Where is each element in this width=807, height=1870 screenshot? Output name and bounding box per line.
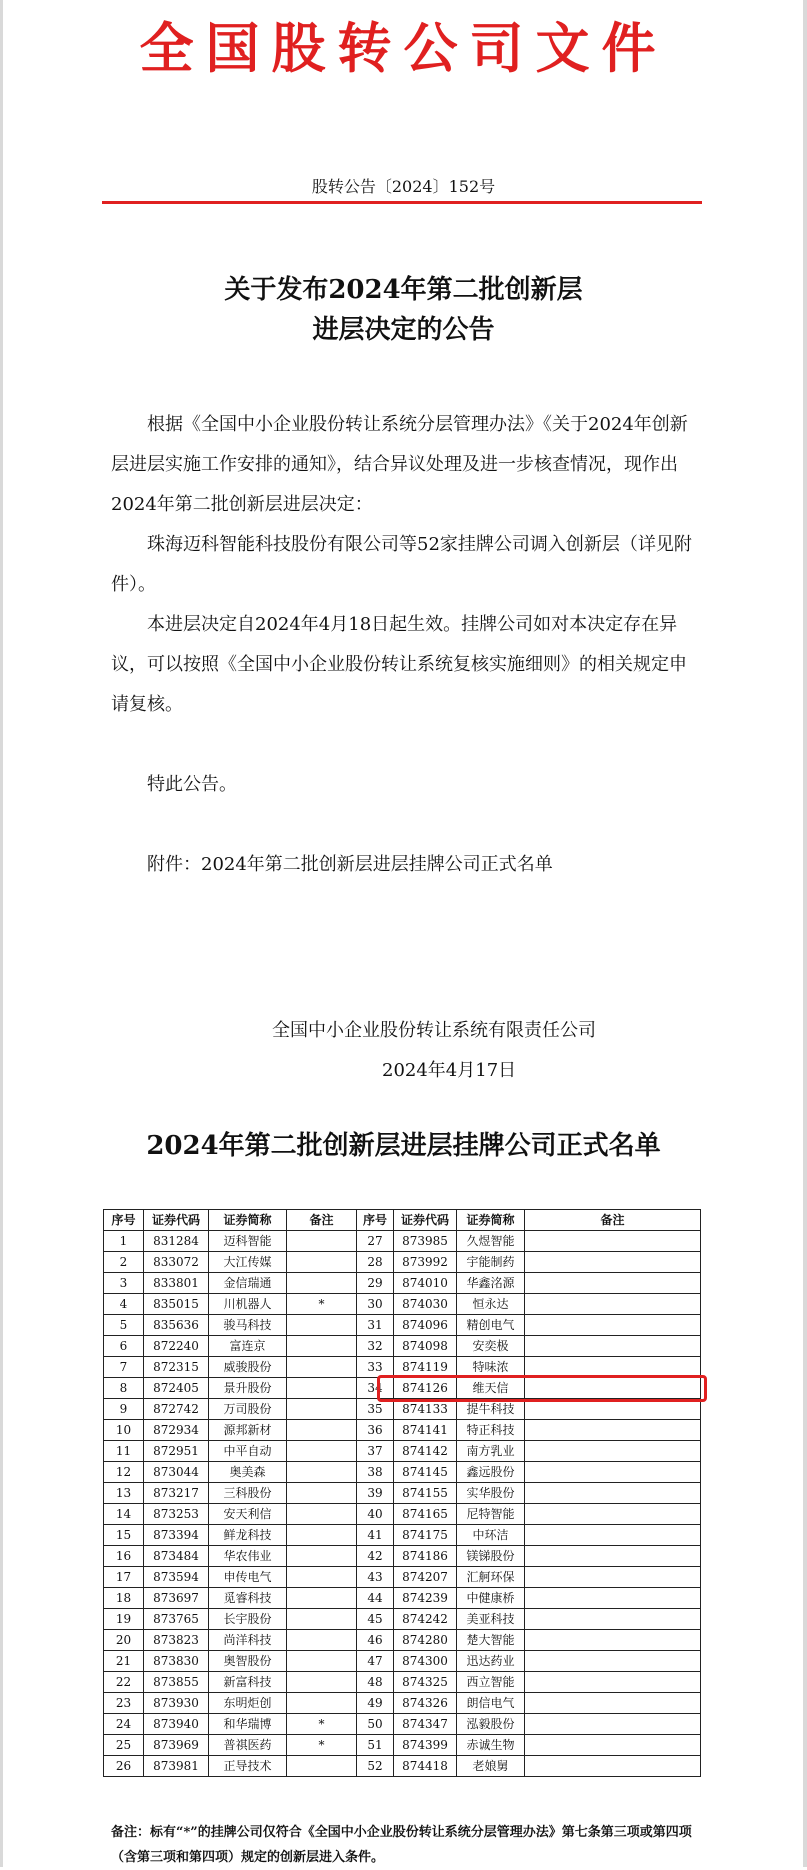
- row-note-cell: [525, 1462, 701, 1483]
- row-name-cell: 景升股份: [209, 1378, 287, 1399]
- row-note-cell: [525, 1588, 701, 1609]
- row-code-cell: 874326: [394, 1693, 457, 1714]
- row-note-cell: [525, 1651, 701, 1672]
- row-name-cell: 南方乳业: [457, 1441, 525, 1462]
- row-seq-cell: 14: [104, 1504, 144, 1525]
- row-seq-cell: 23: [104, 1693, 144, 1714]
- table-row: [104, 1231, 701, 1252]
- row-code-cell: 873697: [144, 1588, 209, 1609]
- roster-title: 2024年第二批创新层进层挂牌公司正式名单: [146, 1131, 661, 1161]
- row-name-cell: 和华瑞博: [209, 1714, 287, 1735]
- row-name-cell: 美亚科技: [457, 1609, 525, 1630]
- row-code-cell: 873394: [144, 1525, 209, 1546]
- row-code-cell: 873765: [144, 1609, 209, 1630]
- row-code-cell: 872742: [144, 1399, 209, 1420]
- row-note-cell: [525, 1693, 701, 1714]
- notice-title: [0, 270, 807, 350]
- row-code-cell: 833072: [144, 1252, 209, 1273]
- row-name-cell: 朗信电气: [457, 1693, 525, 1714]
- row-seq-cell: 2: [104, 1252, 144, 1273]
- row-seq-cell: 37: [357, 1441, 394, 1462]
- row-note-cell: [287, 1630, 357, 1651]
- table-row: [104, 1714, 701, 1735]
- row-name-cell: 三科股份: [209, 1483, 287, 1504]
- row-name-cell: 西立智能: [457, 1672, 525, 1693]
- row-note-cell: [287, 1609, 357, 1630]
- roster-footnote: 备注：标有“*”的挂牌公司仅符合《全国中小企业股份转让系统分层管理办法》第七条第三项或第四项（含第三项和第四项）规定的创新层进入条件。: [111, 1825, 692, 1865]
- row-note-cell: [287, 1420, 357, 1441]
- row-name-cell: 中环洁: [457, 1525, 525, 1546]
- row-seq-cell: 17: [104, 1567, 144, 1588]
- row-note-cell: [525, 1567, 701, 1588]
- row-seq-cell: 32: [357, 1336, 394, 1357]
- row-note-cell: [287, 1504, 357, 1525]
- row-name-cell: 觅睿科技: [209, 1588, 287, 1609]
- row-seq-cell: 5: [104, 1315, 144, 1336]
- row-seq-cell: 41: [357, 1525, 394, 1546]
- row-code-cell: 872315: [144, 1357, 209, 1378]
- row-seq-cell: 34: [357, 1378, 394, 1399]
- row-name-cell: 泓毅股份: [457, 1714, 525, 1735]
- row-note-cell: [287, 1441, 357, 1462]
- table-row: [104, 1567, 701, 1588]
- table-row: [104, 1756, 701, 1777]
- row-note-cell: [525, 1504, 701, 1525]
- row-name-cell: 骏马科技: [209, 1315, 287, 1336]
- row-code-cell: 873981: [144, 1756, 209, 1777]
- row-seq-cell: 9: [104, 1399, 144, 1420]
- row-seq-cell: 10: [104, 1420, 144, 1441]
- row-code-cell: 874096: [394, 1315, 457, 1336]
- row-name-cell: 赤诚生物: [457, 1735, 525, 1756]
- row-seq-cell: 11: [104, 1441, 144, 1462]
- row-note-cell: [525, 1336, 701, 1357]
- row-note-cell: [287, 1483, 357, 1504]
- row-seq-cell: 42: [357, 1546, 394, 1567]
- table-row: [104, 1672, 701, 1693]
- row-code-cell: 873969: [144, 1735, 209, 1756]
- row-code-cell: 874010: [394, 1273, 457, 1294]
- row-name-cell: 老娘舅: [457, 1756, 525, 1777]
- row-code-cell: 873823: [144, 1630, 209, 1651]
- row-note-cell: [287, 1336, 357, 1357]
- row-seq-cell: 33: [357, 1357, 394, 1378]
- notice-body: [111, 405, 696, 885]
- row-note-cell: [287, 1756, 357, 1777]
- row-note-cell: [287, 1378, 357, 1399]
- document-header-title: 全国股转公司文件: [139, 17, 668, 80]
- row-name-cell: 久煜智能: [457, 1231, 525, 1252]
- paragraph-spacer: [111, 725, 696, 765]
- row-name-cell: 迅达药业: [457, 1651, 525, 1672]
- row-seq-cell: 16: [104, 1546, 144, 1567]
- row-seq-cell: 22: [104, 1672, 144, 1693]
- notice-title-line1: 关于发布2024年第二批创新层: [224, 275, 583, 305]
- row-name-cell: 新富科技: [209, 1672, 287, 1693]
- row-name-cell: 汇舸环保: [457, 1567, 525, 1588]
- row-note-cell: [525, 1441, 701, 1462]
- row-code-cell: 874280: [394, 1630, 457, 1651]
- table-row: [104, 1609, 701, 1630]
- row-name-cell: 尼特智能: [457, 1504, 525, 1525]
- row-seq-cell: 12: [104, 1462, 144, 1483]
- row-note-cell: [525, 1525, 701, 1546]
- row-note-cell: *: [287, 1735, 357, 1756]
- row-code-cell: 873992: [394, 1252, 457, 1273]
- column-header: 证券简称: [457, 1210, 525, 1231]
- row-note-cell: [287, 1693, 357, 1714]
- row-seq-cell: 25: [104, 1735, 144, 1756]
- row-code-cell: 874242: [394, 1609, 457, 1630]
- row-name-cell: 维天信: [457, 1378, 525, 1399]
- row-name-cell: 特味浓: [457, 1357, 525, 1378]
- highlight-annotation: [377, 1375, 707, 1402]
- row-code-cell: 874155: [394, 1483, 457, 1504]
- row-code-cell: 874399: [394, 1735, 457, 1756]
- row-note-cell: [287, 1672, 357, 1693]
- row-seq-cell: 4: [104, 1294, 144, 1315]
- row-note-cell: [525, 1672, 701, 1693]
- row-code-cell: 874141: [394, 1420, 457, 1441]
- row-name-cell: 恒永达: [457, 1294, 525, 1315]
- issue-date: 2024年4月17日: [382, 1060, 517, 1081]
- row-code-cell: 874207: [394, 1567, 457, 1588]
- row-note-cell: [287, 1462, 357, 1483]
- row-seq-cell: 38: [357, 1462, 394, 1483]
- row-name-cell: 富连京: [209, 1336, 287, 1357]
- row-seq-cell: 29: [357, 1273, 394, 1294]
- row-name-cell: 源邦新材: [209, 1420, 287, 1441]
- row-name-cell: 华农伟业: [209, 1546, 287, 1567]
- body-paragraph-2: 珠海迈科智能科技股份有限公司等52家挂牌公司调入创新层（详见附件）。: [111, 534, 692, 595]
- row-code-cell: 872951: [144, 1441, 209, 1462]
- body-paragraph-1: 根据《全国中小企业股份转让系统分层管理办法》《关于2024年创新层进层实施工作安排的通知》，结合异议处理及进一步核查情况，现作出2024年第二批创新层进层决定：: [111, 414, 688, 515]
- row-seq-cell: 36: [357, 1420, 394, 1441]
- row-seq-cell: 7: [104, 1357, 144, 1378]
- column-header: 序号: [357, 1210, 394, 1231]
- row-name-cell: 实华股份: [457, 1483, 525, 1504]
- row-note-cell: [525, 1420, 701, 1441]
- row-seq-cell: 51: [357, 1735, 394, 1756]
- row-seq-cell: 47: [357, 1651, 394, 1672]
- row-seq-cell: 45: [357, 1609, 394, 1630]
- row-name-cell: 鑫远股份: [457, 1462, 525, 1483]
- row-code-cell: 874239: [394, 1588, 457, 1609]
- row-seq-cell: 28: [357, 1252, 394, 1273]
- body-paragraph-3: 本进层决定自2024年4月18日起生效。挂牌公司如对本决定存在异议，可以按照《全国中小企业股份转让系统复核实施细则》的相关规定申请复核。: [111, 614, 687, 715]
- row-seq-cell: 6: [104, 1336, 144, 1357]
- row-name-cell: 迈科智能: [209, 1231, 287, 1252]
- column-header: 序号: [104, 1210, 144, 1231]
- row-code-cell: 874142: [394, 1441, 457, 1462]
- closing-line: 特此公告。: [147, 774, 237, 795]
- table-row: [104, 1336, 701, 1357]
- row-note-cell: [525, 1546, 701, 1567]
- row-name-cell: 精创电气: [457, 1315, 525, 1336]
- row-name-cell: 大江传媒: [209, 1252, 287, 1273]
- row-code-cell: 874347: [394, 1714, 457, 1735]
- row-note-cell: [287, 1546, 357, 1567]
- row-note-cell: [287, 1315, 357, 1336]
- row-seq-cell: 1: [104, 1231, 144, 1252]
- table-row: [104, 1420, 701, 1441]
- attachment-line: 附件：2024年第二批创新层进层挂牌公司正式名单: [147, 854, 553, 875]
- row-seq-cell: 20: [104, 1630, 144, 1651]
- row-note-cell: [287, 1651, 357, 1672]
- row-seq-cell: 50: [357, 1714, 394, 1735]
- row-seq-cell: 49: [357, 1693, 394, 1714]
- row-code-cell: 874165: [394, 1504, 457, 1525]
- row-code-cell: 873855: [144, 1672, 209, 1693]
- table-row: [104, 1483, 701, 1504]
- row-name-cell: 宇能制药: [457, 1252, 525, 1273]
- row-note-cell: [525, 1714, 701, 1735]
- row-code-cell: 873985: [394, 1231, 457, 1252]
- row-name-cell: 奥美森: [209, 1462, 287, 1483]
- row-code-cell: 831284: [144, 1231, 209, 1252]
- header-divider: [102, 201, 702, 204]
- row-note-cell: [287, 1231, 357, 1252]
- row-seq-cell: 24: [104, 1714, 144, 1735]
- row-note-cell: [287, 1252, 357, 1273]
- row-name-cell: 安奕极: [457, 1336, 525, 1357]
- row-name-cell: 长宇股份: [209, 1609, 287, 1630]
- row-name-cell: 普祺医药: [209, 1735, 287, 1756]
- row-code-cell: 833801: [144, 1273, 209, 1294]
- row-note-cell: [525, 1630, 701, 1651]
- row-note-cell: [525, 1273, 701, 1294]
- row-seq-cell: 39: [357, 1483, 394, 1504]
- row-code-cell: 872934: [144, 1420, 209, 1441]
- row-seq-cell: 31: [357, 1315, 394, 1336]
- row-name-cell: 安天利信: [209, 1504, 287, 1525]
- table-row: [104, 1525, 701, 1546]
- row-seq-cell: 13: [104, 1483, 144, 1504]
- row-name-cell: 尚洋科技: [209, 1630, 287, 1651]
- row-name-cell: 申传电气: [209, 1567, 287, 1588]
- row-seq-cell: 19: [104, 1609, 144, 1630]
- row-code-cell: 874186: [394, 1546, 457, 1567]
- row-name-cell: 万司股份: [209, 1399, 287, 1420]
- row-code-cell: 873217: [144, 1483, 209, 1504]
- row-note-cell: [525, 1756, 701, 1777]
- table-row: [104, 1504, 701, 1525]
- row-seq-cell: 35: [357, 1399, 394, 1420]
- signature-block: [272, 1011, 672, 1091]
- row-code-cell: 874418: [394, 1756, 457, 1777]
- row-name-cell: 威骏股份: [209, 1357, 287, 1378]
- notice-title-line2: 进层决定的公告: [312, 315, 495, 345]
- row-seq-cell: 44: [357, 1588, 394, 1609]
- table-row: [104, 1273, 701, 1294]
- table-row: [104, 1735, 701, 1756]
- row-note-cell: [287, 1399, 357, 1420]
- row-code-cell: 874133: [394, 1399, 457, 1420]
- row-note-cell: *: [287, 1714, 357, 1735]
- row-code-cell: 874126: [394, 1378, 457, 1399]
- row-code-cell: 873830: [144, 1651, 209, 1672]
- row-note-cell: [287, 1588, 357, 1609]
- table-row: [104, 1315, 701, 1336]
- row-name-cell: 奥智股份: [209, 1651, 287, 1672]
- row-code-cell: 874145: [394, 1462, 457, 1483]
- table-row: [104, 1252, 701, 1273]
- roster-body: [104, 1231, 701, 1777]
- table-row: [104, 1546, 701, 1567]
- column-header: 备注: [525, 1210, 701, 1231]
- column-header: 备注: [287, 1210, 357, 1231]
- table-row: [104, 1441, 701, 1462]
- row-code-cell: 872405: [144, 1378, 209, 1399]
- row-name-cell: 金信瑞通: [209, 1273, 287, 1294]
- table-row: [104, 1693, 701, 1714]
- row-name-cell: 华鑫洺源: [457, 1273, 525, 1294]
- table-row: [104, 1651, 701, 1672]
- row-note-cell: [287, 1357, 357, 1378]
- column-header: 证券代码: [394, 1210, 457, 1231]
- row-code-cell: 873940: [144, 1714, 209, 1735]
- row-note-cell: [525, 1609, 701, 1630]
- row-code-cell: 874119: [394, 1357, 457, 1378]
- row-name-cell: 正导技术: [209, 1756, 287, 1777]
- row-seq-cell: 52: [357, 1756, 394, 1777]
- row-note-cell: [525, 1252, 701, 1273]
- row-seq-cell: 30: [357, 1294, 394, 1315]
- row-seq-cell: 8: [104, 1378, 144, 1399]
- row-note-cell: [287, 1525, 357, 1546]
- issuer-name: 全国中小企业股份转让系统有限责任公司: [272, 1020, 596, 1041]
- row-note-cell: *: [287, 1294, 357, 1315]
- row-name-cell: 镁锑股份: [457, 1546, 525, 1567]
- column-header: 证券代码: [144, 1210, 209, 1231]
- row-code-cell: 873484: [144, 1546, 209, 1567]
- row-code-cell: 873930: [144, 1693, 209, 1714]
- table-row: [104, 1588, 701, 1609]
- row-code-cell: 874030: [394, 1294, 457, 1315]
- row-name-cell: 川机器人: [209, 1294, 287, 1315]
- row-name-cell: 东明炬创: [209, 1693, 287, 1714]
- row-note-cell: [525, 1483, 701, 1504]
- row-note-cell: [525, 1294, 701, 1315]
- row-code-cell: 873044: [144, 1462, 209, 1483]
- row-note-cell: [525, 1315, 701, 1336]
- row-code-cell: 874325: [394, 1672, 457, 1693]
- row-seq-cell: 27: [357, 1231, 394, 1252]
- table-row: [104, 1294, 701, 1315]
- row-name-cell: 中平自动: [209, 1441, 287, 1462]
- row-name-cell: 楚大智能: [457, 1630, 525, 1651]
- row-seq-cell: 26: [104, 1756, 144, 1777]
- row-seq-cell: 48: [357, 1672, 394, 1693]
- row-seq-cell: 43: [357, 1567, 394, 1588]
- document-number: 股转公告〔2024〕152号: [311, 177, 496, 196]
- paragraph-spacer: [111, 805, 696, 845]
- row-name-cell: 鲜龙科技: [209, 1525, 287, 1546]
- row-code-cell: 872240: [144, 1336, 209, 1357]
- row-seq-cell: 15: [104, 1525, 144, 1546]
- row-code-cell: 835015: [144, 1294, 209, 1315]
- row-note-cell: [287, 1273, 357, 1294]
- roster-header-row: [104, 1210, 701, 1231]
- row-code-cell: 873253: [144, 1504, 209, 1525]
- row-note-cell: [525, 1231, 701, 1252]
- row-code-cell: 874175: [394, 1525, 457, 1546]
- row-seq-cell: 21: [104, 1651, 144, 1672]
- row-name-cell: 提牛科技: [457, 1399, 525, 1420]
- row-seq-cell: 40: [357, 1504, 394, 1525]
- row-name-cell: 中健康桥: [457, 1588, 525, 1609]
- row-code-cell: 835636: [144, 1315, 209, 1336]
- roster-table: [103, 1209, 701, 1777]
- row-code-cell: 873594: [144, 1567, 209, 1588]
- row-seq-cell: 18: [104, 1588, 144, 1609]
- row-note-cell: [525, 1735, 701, 1756]
- row-name-cell: 特正科技: [457, 1420, 525, 1441]
- column-header: 证券简称: [209, 1210, 287, 1231]
- row-code-cell: 874300: [394, 1651, 457, 1672]
- row-seq-cell: 3: [104, 1273, 144, 1294]
- row-seq-cell: 46: [357, 1630, 394, 1651]
- table-row: [104, 1462, 701, 1483]
- row-note-cell: [287, 1567, 357, 1588]
- table-row: [104, 1630, 701, 1651]
- row-code-cell: 874098: [394, 1336, 457, 1357]
